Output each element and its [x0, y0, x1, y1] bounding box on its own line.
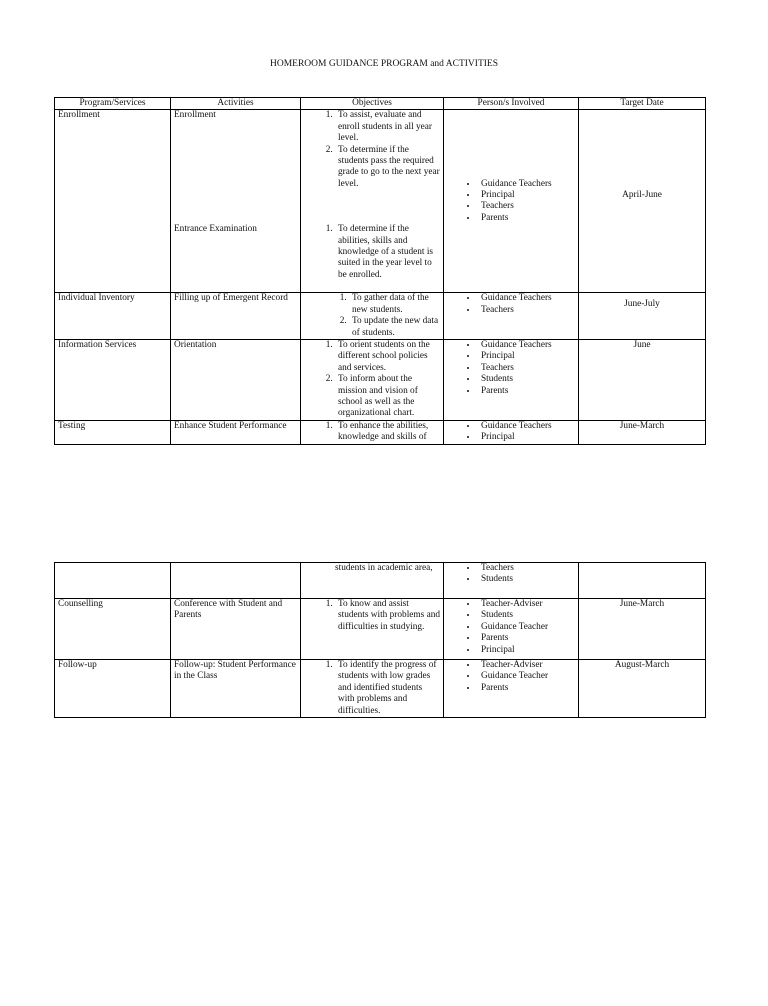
- activity-entrance-exam: Entrance Examination: [174, 223, 257, 234]
- cell-persons: [444, 599, 579, 660]
- list-item: • Principal: [478, 190, 575, 201]
- cell-activities: Enhance Student Performance: [171, 420, 301, 444]
- cell-objectives: [301, 110, 444, 293]
- table-row-testing: [55, 420, 706, 444]
- objective-continued: students in academic area,: [335, 563, 433, 573]
- list-item: • Guidance Teacher: [478, 671, 575, 682]
- list-item: • Teachers: [478, 363, 575, 374]
- list-item: • Principal: [478, 351, 575, 362]
- cell-target-date: June: [579, 340, 706, 421]
- cell-persons: [444, 340, 579, 421]
- list-item: 1. To assist, evaluate and enroll students in all year level.: [335, 110, 440, 144]
- persons-list: [447, 340, 575, 397]
- document-title: HOMEROOM GUIDANCE PROGRAM and ACTIVITIES: [270, 59, 498, 69]
- cell-target-date: June-March: [579, 420, 706, 444]
- table-row-followup: [55, 660, 706, 718]
- cell-activities: Follow-up: Student Performance in the Class: [171, 660, 301, 718]
- cell-objectives: [301, 340, 444, 421]
- list-item: 1. To enhance the abilities, knowledge and skills of: [335, 421, 440, 444]
- header-program: Program/Services: [55, 98, 171, 110]
- table-row-enrollment: [55, 110, 706, 293]
- table-row-counselling: [55, 599, 706, 660]
- table-header-row: [55, 98, 706, 110]
- list-item: • Teachers: [478, 201, 575, 212]
- persons-list: [447, 179, 575, 225]
- list-item: • Principal: [478, 645, 575, 656]
- cell-program: Information Services: [55, 340, 171, 421]
- cell-activities: Filling up of Emergent Record: [171, 293, 301, 340]
- objectives-list: [304, 421, 440, 444]
- persons-list: [447, 599, 575, 656]
- list-item: 1. To orient students on the different school policies and services.: [335, 340, 440, 374]
- objectives-list: [304, 110, 440, 190]
- list-item: 1. To identify the progress of students with low grades and identified students with problems and difficulties.: [335, 660, 440, 717]
- list-item: • Parents: [478, 213, 575, 224]
- list-item: • Guidance Teachers: [478, 293, 575, 304]
- cell-objectives: [301, 599, 444, 660]
- list-item: • Teachers: [478, 305, 575, 316]
- cell-persons: [444, 293, 579, 340]
- cell-activities: [171, 110, 301, 293]
- list-item: • Teacher-Adviser: [478, 599, 575, 610]
- cell-target-date: [579, 293, 706, 340]
- persons-list: [447, 660, 575, 694]
- header-activities: Activities: [171, 98, 301, 110]
- cell-persons: [444, 660, 579, 718]
- list-item: • Students: [478, 610, 575, 621]
- list-item: 1. To know and assist students with problems and difficulties in studying.: [335, 599, 440, 633]
- list-item: • Parents: [478, 386, 575, 397]
- list-item: • Guidance Teachers: [478, 340, 575, 351]
- table-row-testing-continued: [55, 563, 706, 599]
- list-item: 2. To inform about the mission and vision of school as well as the organizational chart.: [335, 374, 440, 420]
- list-item: • Students: [478, 374, 575, 385]
- cell-program: Individual Inventory: [55, 293, 171, 340]
- header-objectives: Objectives: [301, 98, 444, 110]
- table-row-information: [55, 340, 706, 421]
- list-item: 1. To determine if the abilities, skills and knowledge of a student is suited in the year level to be enrolled.: [335, 224, 440, 281]
- persons-list: [447, 293, 575, 316]
- cell-objectives: [301, 563, 444, 599]
- list-item: • Students: [478, 574, 575, 585]
- objectives-list: [304, 293, 440, 339]
- list-item: 2. To update the new data of students.: [349, 316, 440, 339]
- objectives-list: [304, 340, 440, 420]
- cell-program: [55, 563, 171, 599]
- cell-objectives: [301, 420, 444, 444]
- cell-target-date: August-March: [579, 660, 706, 718]
- cell-program: Testing: [55, 420, 171, 444]
- list-item: • Parents: [478, 683, 575, 694]
- list-item: • Teacher-Adviser: [478, 660, 575, 671]
- cell-target-date: April-June: [579, 110, 706, 293]
- objectives-list: [304, 660, 440, 717]
- persons-list: [447, 563, 575, 586]
- list-item: 1. To gather data of the new students.: [349, 293, 440, 316]
- activity-enrollment: Enrollment: [174, 110, 216, 121]
- objectives-list: [304, 599, 440, 633]
- list-item: • Guidance Teachers: [478, 421, 575, 432]
- list-item: • Principal: [478, 432, 575, 443]
- cell-program: Enrollment: [55, 110, 171, 293]
- program-table-part1: [54, 97, 706, 445]
- list-item: • Teachers: [478, 563, 575, 574]
- cell-program: Follow-up: [55, 660, 171, 718]
- list-item: 2. To determine if the students pass the required grade to go to the next year level.: [335, 145, 440, 191]
- table-row-inventory: [55, 293, 706, 340]
- cell-activities: Orientation: [171, 340, 301, 421]
- program-table-part2: [54, 562, 706, 718]
- cell-persons: [444, 563, 579, 599]
- header-persons: Person/s Involved: [444, 98, 579, 110]
- cell-objectives: [301, 660, 444, 718]
- list-item: • Guidance Teacher: [478, 622, 575, 633]
- list-item: • Parents: [478, 633, 575, 644]
- cell-activities: [171, 563, 301, 599]
- cell-persons: [444, 420, 579, 444]
- cell-target-date: [579, 563, 706, 599]
- cell-program: Counselling: [55, 599, 171, 660]
- persons-list: [447, 421, 575, 444]
- cell-target-date: June-March: [579, 599, 706, 660]
- cell-objectives: [301, 293, 444, 340]
- target-date: June-July: [624, 299, 660, 310]
- list-item: • Guidance Teachers: [478, 179, 575, 190]
- header-target-date: Target Date: [579, 98, 706, 110]
- objectives-list: [304, 224, 440, 281]
- cell-activities: Conference with Student and Parents: [171, 599, 301, 660]
- cell-persons: [444, 110, 579, 293]
